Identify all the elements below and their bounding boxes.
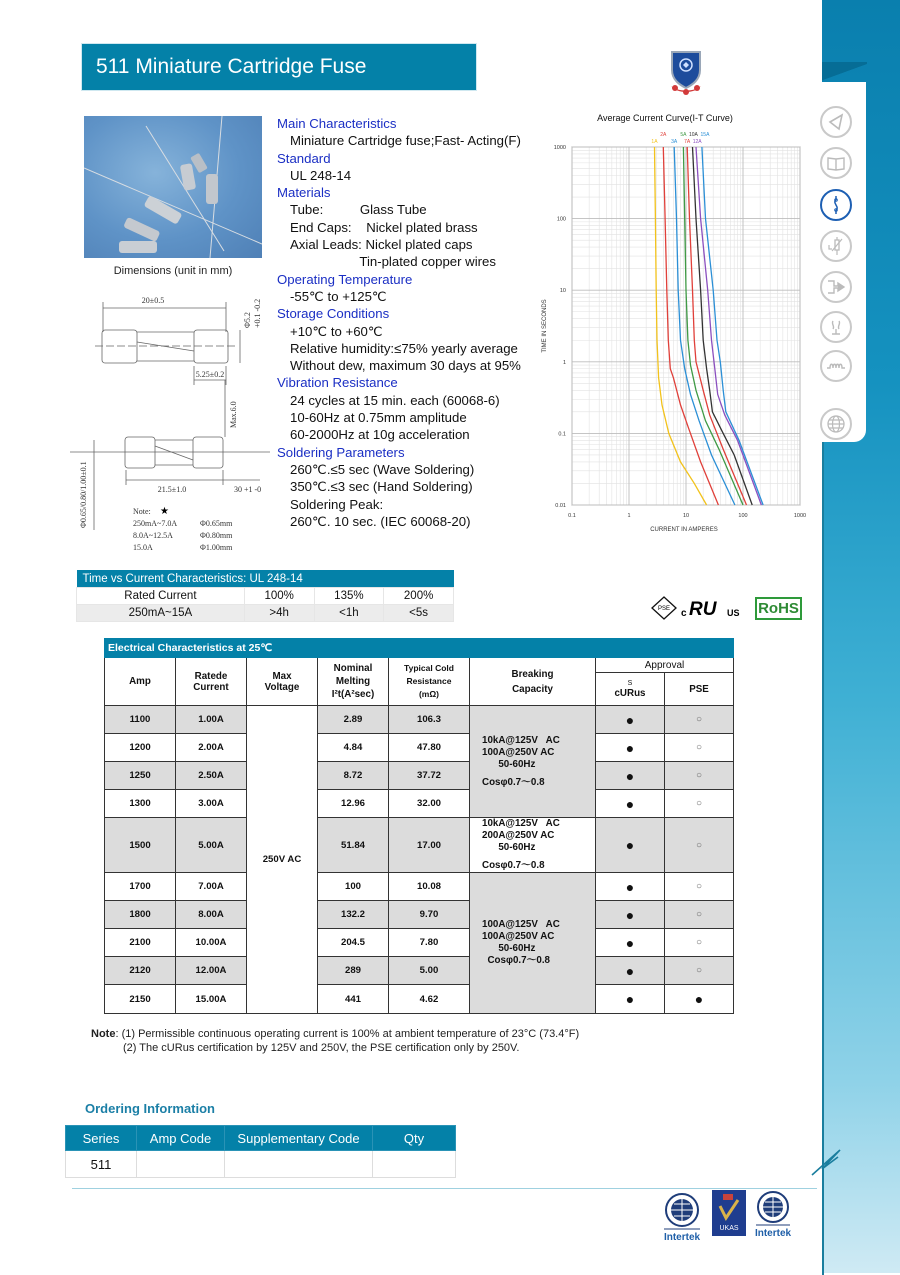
order-qty-value[interactable] <box>373 1151 456 1178</box>
lamp-icon[interactable] <box>820 311 852 343</box>
tvc-200-value: <5s <box>384 605 454 622</box>
spec-value: Tin-plated copper wires <box>290 254 496 270</box>
note-range-3: 15.0A <box>133 543 153 552</box>
amp-code-cell: 2100 <box>105 929 176 957</box>
series-label-3A: 3A <box>671 139 678 145</box>
note-dia-1: Φ0.65mm <box>200 519 233 528</box>
col-pse: PSE <box>665 673 734 706</box>
triangle-icon[interactable] <box>820 106 852 138</box>
company-crest-logo <box>667 48 705 96</box>
tvc-header-rated: Rated Current <box>77 588 245 605</box>
breaking-capacity-line: 10kA@125V AC <box>482 734 560 746</box>
ordering-title: Ordering Information <box>85 1101 215 1116</box>
spec-heading: Vibration Resistance <box>277 375 398 391</box>
ordering-table <box>65 1125 456 1178</box>
spec-value: End Caps: Nickel plated brass <box>290 219 478 235</box>
spec-value: Soldering Peak: <box>290 496 384 512</box>
connector-icon[interactable] <box>820 271 852 303</box>
series-label-1A: 1A <box>651 139 658 145</box>
table-row <box>105 873 734 901</box>
footer-divider <box>72 1188 817 1189</box>
x-tick-label: 10 <box>682 513 690 519</box>
note-star: ★ <box>160 506 169 517</box>
order-series-value[interactable]: 511 <box>66 1151 137 1178</box>
note-line-2: (2) The cURus certification by 125V and 250V, the PSE certification only by 250V. <box>123 1041 520 1054</box>
table-row <box>105 734 734 762</box>
melting-i2t-cell: 204.5 <box>318 929 389 957</box>
spec-value: Relative humidity:≤75% yearly average <box>290 340 518 356</box>
diameter-dimension: Φ5.2 <box>243 312 252 328</box>
lead-length-dimension: 30 <box>234 485 242 494</box>
curus-approval-cell: ● <box>596 929 665 957</box>
dimension-drawing <box>60 280 280 560</box>
table-row <box>105 985 734 1014</box>
note-dia-2: Φ0.80mm <box>200 531 233 540</box>
intertek-logo-1 <box>664 1194 701 1243</box>
amp-code-cell: 1800 <box>105 901 176 929</box>
inductor-icon[interactable] <box>820 350 852 382</box>
col-nominal-melting: Nominal Melting I²t(A²sec) <box>318 658 389 706</box>
curus-approval-cell: ● <box>596 901 665 929</box>
varistor-icon[interactable] <box>820 230 852 262</box>
product-photo <box>84 116 262 258</box>
y-tick-label: 10 <box>559 288 566 295</box>
spec-value: +10℃ to +60℃ <box>290 323 383 339</box>
tvc-header-200: 200% <box>384 588 454 605</box>
ul-logo-text: RU <box>689 599 717 620</box>
rated-current-cell: 7.00A <box>176 873 247 901</box>
rated-current-cell: 5.00A <box>176 818 247 873</box>
it-curve-chart <box>538 125 808 535</box>
spec-heading: Operating Temperature <box>277 271 413 287</box>
notes <box>91 1028 579 1055</box>
y-tick-label: 1 <box>562 359 566 366</box>
col-breaking-capacity: Breaking Capacity <box>470 658 596 706</box>
cold-resistance-cell: 7.80 <box>389 929 470 957</box>
curus-approval-cell: ● <box>596 957 665 985</box>
cold-resistance-cell: 17.00 <box>389 818 470 873</box>
rated-current-cell: 1.00A <box>176 706 247 734</box>
book-icon[interactable] <box>820 147 852 179</box>
spec-heading: Main Characteristics <box>277 116 397 131</box>
electrical-caption: Electrical Characteristics at 25℃ <box>105 639 734 658</box>
rated-current-cell: 3.00A <box>176 790 247 818</box>
cap-length-dimension: 5.25±0.2 <box>195 370 225 379</box>
globe-icon[interactable] <box>820 408 852 440</box>
melting-i2t-cell: 441 <box>318 985 389 1014</box>
cold-resistance-cell: 5.00 <box>389 957 470 985</box>
y-tick-label: 1000 <box>553 145 566 151</box>
breaking-capacity-line: 200A@250V AC <box>482 830 555 841</box>
pse-approval-cell: ○ <box>665 957 734 985</box>
footer-certification-logos <box>660 1190 800 1250</box>
note-title: Note: <box>133 507 151 516</box>
y-tick-label: 0.1 <box>558 431 566 438</box>
spec-value: Tube: Glass Tube <box>290 202 427 218</box>
series-label-2A: 2A <box>660 132 667 138</box>
spec-value: 260℃. 10 sec. (IEC 60068-20) <box>290 513 471 529</box>
pse-text: PSE <box>657 606 671 612</box>
breaking-capacity-line: 50-60Hz <box>482 758 536 770</box>
melting-i2t-cell: 100 <box>318 873 389 901</box>
table-row <box>105 706 734 734</box>
breaking-capacity-line: 100A@250V AC <box>482 931 555 942</box>
pse-approval-cell: ○ <box>665 929 734 957</box>
tvc-title: Time vs Current Characteristics: UL 248-14 <box>77 570 454 588</box>
melting-i2t-cell: 132.2 <box>318 901 389 929</box>
ul-prefix: c <box>681 608 687 619</box>
pse-approval-cell: ○ <box>665 790 734 818</box>
amp-code-cell: 1100 <box>105 706 176 734</box>
time-vs-current-table <box>76 570 454 622</box>
spec-value: UL 248-14 <box>290 167 352 183</box>
breaking-capacity-line: 10kA@125V AC <box>482 818 560 829</box>
pse-approval-cell: ○ <box>665 818 734 873</box>
note-range-2: 8.0A~12.5A <box>133 531 173 540</box>
spec-heading: Standard <box>277 150 331 166</box>
series-label-12A: 12A <box>692 139 702 145</box>
ul-suffix: US <box>727 608 740 618</box>
pse-approval-cell: ● <box>665 985 734 1014</box>
spec-value: Without dew, maximum 30 days at 95% <box>290 358 521 374</box>
spec-value: Axial Leads: Nickel plated caps <box>290 237 473 253</box>
amp-code-cell: 1500 <box>105 818 176 873</box>
pse-approval-cell: ○ <box>665 901 734 929</box>
table-row <box>105 929 734 957</box>
diameter-tolerance: +0.1 -0.2 <box>253 298 262 328</box>
amp-code-cell: 2150 <box>105 985 176 1014</box>
chart-title: Average Current Curve(I-T Curve) <box>597 113 733 123</box>
amp-code-cell: 1300 <box>105 790 176 818</box>
page-title: 511 Miniature Cartridge Fuse <box>96 55 367 78</box>
lead-body-dimension: 21.5±1.0 <box>157 485 187 494</box>
curus-approval-cell: ● <box>596 873 665 901</box>
breaking-capacity-cell <box>470 706 596 818</box>
table-row <box>105 790 734 818</box>
breaking-capacity-line: 100A@125V AC <box>482 919 560 930</box>
pse-approval-cell: ○ <box>665 873 734 901</box>
spec-value: -55℃ to +125℃ <box>290 288 387 304</box>
spec-heading: Storage Conditions <box>277 306 390 322</box>
tvc-135-value: <1h <box>314 605 384 622</box>
cold-resistance-cell: 47.80 <box>389 734 470 762</box>
melting-i2t-cell: 8.72 <box>318 762 389 790</box>
rated-current-cell: 12.00A <box>176 957 247 985</box>
melting-i2t-cell: 51.84 <box>318 818 389 873</box>
specifications-list <box>277 115 542 530</box>
rated-current-cell: 10.00A <box>176 929 247 957</box>
col-max-voltage: Max Voltage <box>247 658 318 706</box>
curus-approval-cell: ● <box>596 985 665 1014</box>
intertek-label-1: Intertek <box>663 1232 701 1243</box>
ul-mark <box>681 599 740 620</box>
breaking-capacity-line: Cosφ0.7～0.8 <box>482 955 550 966</box>
col-approval: Approval <box>596 658 734 673</box>
breaking-capacity-cell <box>470 818 596 873</box>
pse-approval-cell: ○ <box>665 734 734 762</box>
page-title-bar <box>82 44 476 90</box>
breaking-capacity-line: 100A@250V AC <box>482 746 555 758</box>
note-dia-3: Φ1.00mm <box>200 543 233 552</box>
max-height-dimension: Max.6.0 <box>229 401 238 428</box>
order-col-qty: Qty <box>373 1126 456 1151</box>
pse-approval-cell: ○ <box>665 706 734 734</box>
certification-marks <box>650 594 750 624</box>
melting-i2t-cell: 12.96 <box>318 790 389 818</box>
spec-value: 260℃.≤5 sec (Wave Soldering) <box>290 461 475 477</box>
cold-resistance-cell: 106.3 <box>389 706 470 734</box>
ukas-logo <box>712 1190 746 1236</box>
col-amp: Amp <box>105 658 176 706</box>
cold-resistance-cell: 4.62 <box>389 985 470 1014</box>
curus-approval-cell: ● <box>596 734 665 762</box>
order-col-series: Series <box>66 1126 137 1151</box>
order-amp-code-value[interactable] <box>137 1151 225 1178</box>
cold-resistance-cell: 9.70 <box>389 901 470 929</box>
spec-heading: Soldering Parameters <box>277 444 405 460</box>
max-voltage-cell: 250V AC <box>247 706 318 1014</box>
fuse-icon[interactable] <box>820 189 852 221</box>
cold-resistance-cell: 37.72 <box>389 762 470 790</box>
order-col-supplementary: Supplementary Code <box>225 1126 373 1151</box>
amp-code-cell: 2120 <box>105 957 176 985</box>
col-cold-resistance: Typical Cold Resistance (mΩ) <box>389 658 470 706</box>
spec-value: 24 cycles at 15 min. each (60068-6) <box>290 392 500 408</box>
breaking-capacity-line: Cosφ0.7～0.8 <box>482 776 545 788</box>
rated-current-cell: 2.00A <box>176 734 247 762</box>
dimensions-caption: Dimensions (unit in mm) <box>113 265 233 277</box>
pse-mark <box>652 597 676 619</box>
cold-resistance-cell: 32.00 <box>389 790 470 818</box>
length-dimension: 20±0.5 <box>141 296 165 305</box>
rated-current-cell: 8.00A <box>176 901 247 929</box>
y-axis-label: TIME IN SECONDS <box>542 299 548 353</box>
x-tick-label: 1000 <box>793 513 807 519</box>
tvc-rated-value: 250mA~15A <box>77 605 245 622</box>
melting-i2t-cell: 2.89 <box>318 706 389 734</box>
order-supplementary-value[interactable] <box>225 1151 373 1178</box>
table-row <box>105 818 734 873</box>
lightning-bolt-icon <box>810 1145 850 1185</box>
lead-diameter-dimension: Φ0.65/0.80/1.00±0.1 <box>79 461 88 528</box>
rated-current-cell: 15.00A <box>176 985 247 1014</box>
spec-heading: Materials <box>277 185 331 201</box>
series-label-10A: 10A <box>688 132 698 138</box>
note-label: Note <box>91 1028 116 1040</box>
note-range-1: 250mA~7.0A <box>133 519 178 528</box>
spec-value: 350℃.≤3 sec (Hand Soldering) <box>290 479 473 495</box>
note-line-1: : (1) Permissible continuous operating current is 100% at ambient temperature of 23°C (73.4°F) <box>115 1028 580 1040</box>
breaking-capacity-line: Cosφ0.7～0.8 <box>482 860 545 871</box>
cold-resistance-cell: 10.08 <box>389 873 470 901</box>
spec-value: 60-2000Hz at 10g acceleration <box>290 427 470 443</box>
intertek-logo-2 <box>755 1192 792 1239</box>
curus-approval-cell: ● <box>596 818 665 873</box>
y-tick-label: 100 <box>556 216 566 223</box>
spec-value: 10-60Hz at 0.75mm amplitude <box>290 410 467 426</box>
series-label-7A: 7A <box>684 139 691 145</box>
ukas-label: UKAS <box>719 1225 739 1232</box>
breaking-capacity-cell <box>470 873 596 1014</box>
curus-approval-cell: ● <box>596 706 665 734</box>
side-band-notch <box>822 62 867 82</box>
table-row <box>105 957 734 985</box>
col-rated-current: Ratede Current <box>176 658 247 706</box>
spec-value: Miniature Cartridge fuse;Fast- Acting(F) <box>290 133 521 149</box>
table-row <box>105 901 734 929</box>
y-tick-label: 0.01 <box>555 503 566 509</box>
x-axis-label: CURRENT IN AMPERES <box>650 527 718 533</box>
melting-i2t-cell: 289 <box>318 957 389 985</box>
rohs-badge: RoHS <box>755 597 802 620</box>
melting-i2t-cell: 4.84 <box>318 734 389 762</box>
rated-current-cell: 2.50A <box>176 762 247 790</box>
curus-approval-cell: ● <box>596 762 665 790</box>
intertek-label-2: Intertek <box>754 1228 792 1239</box>
amp-code-cell: 1250 <box>105 762 176 790</box>
tvc-100-value: >4h <box>244 605 314 622</box>
order-col-amp-code: Amp Code <box>137 1126 225 1151</box>
x-tick-label: 100 <box>738 513 748 519</box>
tvc-header-135: 135% <box>314 588 384 605</box>
col-curus: S cURus <box>596 673 665 706</box>
table-row <box>105 762 734 790</box>
pse-approval-cell: ○ <box>665 762 734 790</box>
series-label-5A: 5A <box>680 132 687 138</box>
breaking-capacity-line: 50-60Hz <box>482 943 536 954</box>
breaking-capacity-line: 50-60Hz <box>482 842 536 853</box>
electrical-characteristics-table <box>104 638 734 1014</box>
x-tick-label: 0.1 <box>568 513 576 519</box>
amp-code-cell: 1700 <box>105 873 176 901</box>
amp-code-cell: 1200 <box>105 734 176 762</box>
lead-length-tolerance: +1 -0 <box>244 485 262 494</box>
x-tick-label: 1 <box>627 513 631 519</box>
curus-approval-cell: ● <box>596 790 665 818</box>
tvc-header-100: 100% <box>244 588 314 605</box>
series-label-15A: 15A <box>700 132 710 138</box>
